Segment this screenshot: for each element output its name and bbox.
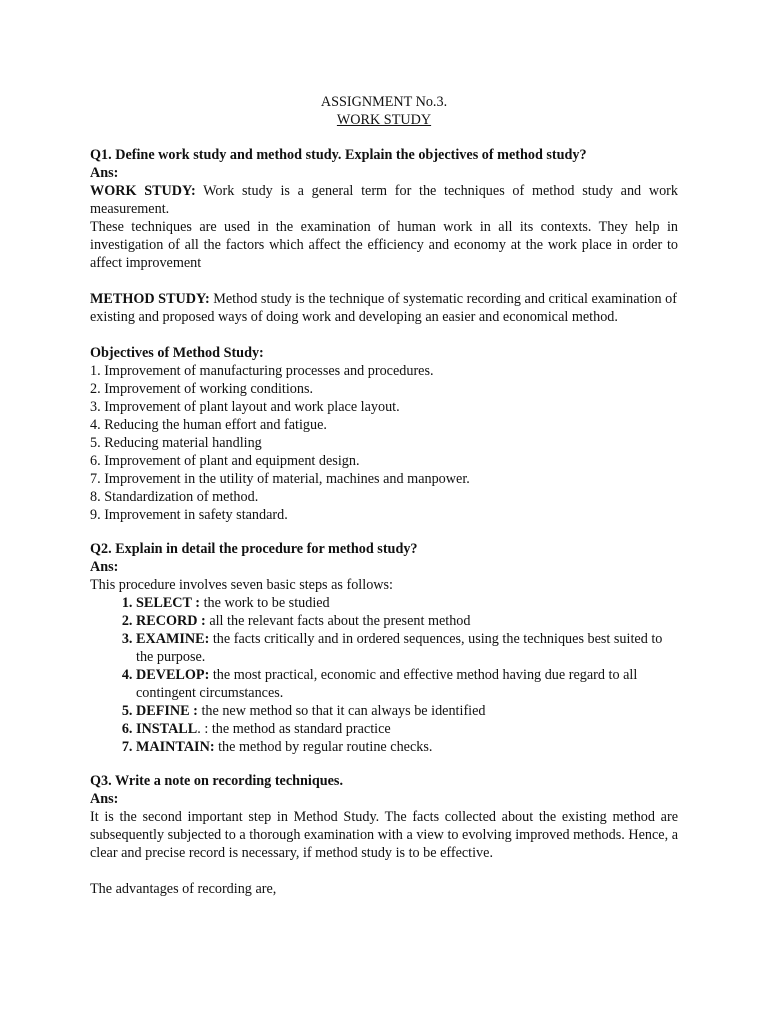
q2-intro: This procedure involves seven basic steps as follows: (90, 577, 393, 593)
q1-ans-label: Ans: (90, 165, 119, 181)
list-item: 3. Improvement of plant layout and work place layout. (90, 399, 400, 415)
subject-title: WORK STUDY (336, 112, 432, 128)
work-study-definition: Work study is a general term for the techniques of method study and work measurement. (90, 183, 678, 217)
step-text: . : the method as standard practice (197, 721, 391, 737)
list-item: 2. Improvement of working conditions. (90, 381, 314, 397)
step-term: INSTALL (136, 721, 198, 737)
list-item: 7. Improvement in the utility of material, machines and manpower. (90, 471, 470, 487)
q1-work-study-paragraph (90, 182, 678, 218)
q3-question: Q3. Write a note on recording techniques. (90, 773, 344, 789)
list-item (136, 720, 678, 738)
list-item (136, 702, 678, 720)
step-text: the work to be studied (200, 595, 330, 611)
q3-advantages-line: The advantages of recording are, (90, 881, 277, 897)
step-text: the facts critically and in ordered sequences, using the techniques best suited to the purpose. (136, 631, 663, 665)
list-item: 4. Reducing the human effort and fatigue. (90, 417, 327, 433)
objectives-heading: Objectives of Method Study: (90, 345, 264, 361)
work-study-term: WORK STUDY: (90, 183, 196, 199)
list-item: 9. Improvement in safety standard. (90, 507, 288, 523)
step-term: RECORD : (136, 613, 206, 629)
q1-question: Q1. Define work study and method study. Explain the objectives of method study? (90, 147, 587, 163)
q1-method-study-paragraph (90, 290, 678, 326)
step-term: EXAMINE: (136, 631, 210, 647)
step-text: the new method so that it can always be identified (197, 703, 486, 719)
q2-question: Q2. Explain in detail the procedure for method study? (90, 541, 418, 557)
list-item (136, 738, 678, 756)
list-item: 8. Standardization of method. (90, 489, 259, 505)
q3-body: It is the second important step in Method Study. The facts collected about the existing method are subsequently subjected to a thorough examination with a view to evolving improved methods. Hence, a clear and precise record is necessary, if method study is to be effective. (90, 809, 678, 861)
step-term: SELECT : (136, 595, 201, 611)
step-text: all the relevant facts about the present method (205, 613, 471, 629)
list-item (136, 612, 678, 630)
q3-ans-label: Ans: (90, 791, 119, 807)
step-text: the method by regular routine checks. (214, 739, 433, 755)
list-item: 5. Reducing material handling (90, 435, 262, 451)
method-study-definition: Method study is the technique of systematic recording and critical examination of existing and proposed ways of doing work and developing an easier and economical method. (90, 291, 677, 325)
q1-work-study-detail: These techniques are used in the examination of human work in all its contexts. They help in investigation of all the factors which affect the efficiency and economy at the work place in order to affect improvement (90, 219, 678, 271)
assignment-title: ASSIGNMENT No.3. (320, 94, 448, 110)
list-item: 6. Improvement of plant and equipment design. (90, 453, 360, 469)
objectives-list (90, 362, 678, 524)
procedure-steps-list (90, 594, 678, 756)
list-item: 1. Improvement of manufacturing processes and procedures. (90, 363, 434, 379)
method-study-term: METHOD STUDY: (90, 291, 210, 307)
step-term: DEVELOP: (136, 667, 210, 683)
step-text: the most practical, economic and effective method having due regard to all contingent circumstances. (136, 667, 638, 701)
step-term: MAINTAIN: (136, 739, 215, 755)
document-page (90, 93, 678, 898)
list-item (136, 666, 678, 702)
list-item (136, 594, 678, 612)
q2-ans-label: Ans: (90, 559, 119, 575)
list-item (136, 630, 678, 666)
step-term: DEFINE : (136, 703, 198, 719)
